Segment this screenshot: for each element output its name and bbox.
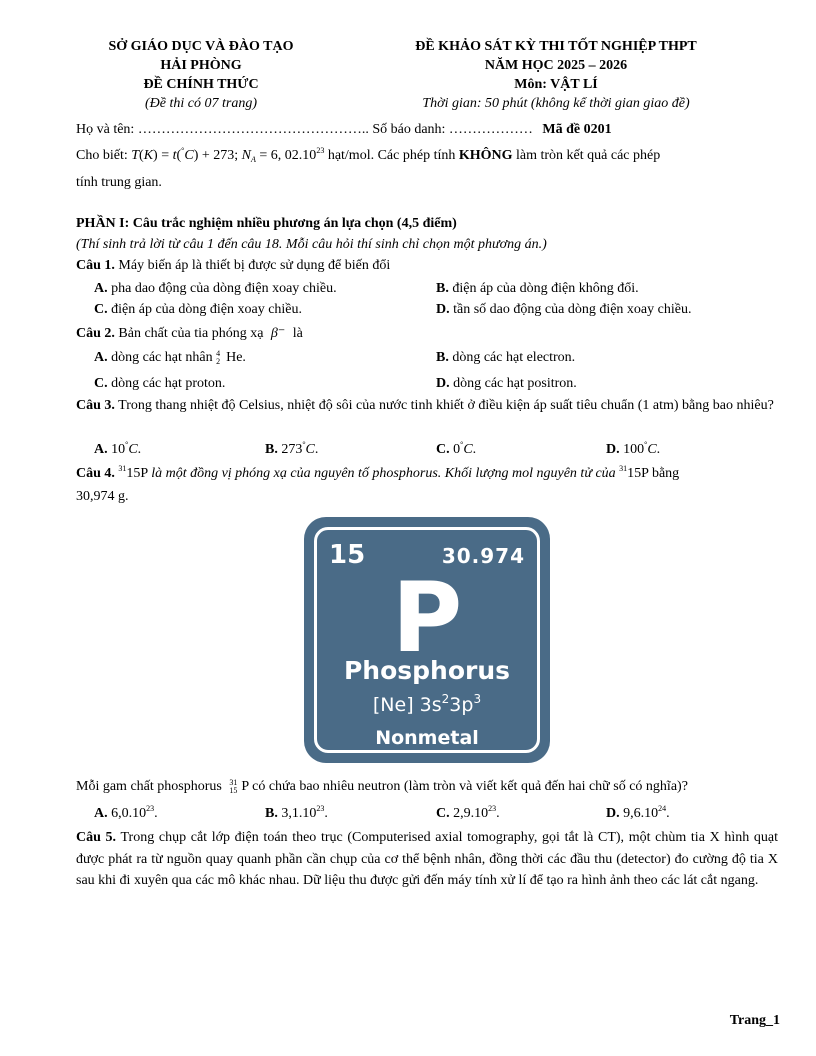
question-1 <box>76 257 390 274</box>
header-right <box>376 37 736 113</box>
question-3 <box>76 395 778 417</box>
option-key: C. <box>94 302 108 317</box>
exam-code: Mã đề 0201 <box>542 122 612 137</box>
duration: Thời gian: 50 phút (không kể thời gian giao đề) <box>422 96 690 111</box>
option-text: điện áp của dòng điện không đổi. <box>452 281 639 296</box>
header-left <box>76 37 326 113</box>
question-tail: là <box>292 326 303 341</box>
option-key: B. <box>265 806 278 821</box>
q2-option-a[interactable]: A. dòng các hạt nhân 4 2 He. <box>94 348 246 366</box>
exam-title: ĐỀ KHẢO SÁT KỲ THI TỐT NGHIỆP THPT <box>415 39 697 54</box>
option-text: điện áp của dòng điện xoay chiều. <box>111 302 303 317</box>
option-key: A. <box>94 442 108 457</box>
option-text: dòng các hạt proton. <box>111 376 226 391</box>
candidate-fields: Họ và tên: ………………………………………….. Số báo danh: ……………… <box>76 122 533 137</box>
option-text: dòng các hạt electron. <box>452 350 576 365</box>
q4-option-b[interactable]: B. 3,1.10$^{23}$. <box>265 804 328 821</box>
option-key: B. <box>436 281 449 296</box>
phosphorus-nuclide: 31 15 <box>229 777 238 795</box>
given-line-2: tính trung gian. <box>76 175 162 190</box>
isotope-p31: 15P <box>126 466 148 481</box>
q4-option-d[interactable]: D. 9,6.10$^{24}$. <box>606 804 670 821</box>
department-name: SỞ GIÁO DỤC VÀ ĐÀO TẠO <box>108 39 294 54</box>
q4-question: Mỗi gam chất phosphorus 31 15 P có chứa bao nhiêu neutron (làm tròn và viết kết quả đến hai chữ số có nghĩa)? <box>76 777 688 795</box>
question-text: Bản chất của tia phóng xạ <box>118 326 264 341</box>
option-key: D. <box>436 376 450 391</box>
q4-option-a[interactable]: A. 6,0.10$^{23}$. <box>94 804 158 821</box>
question-label: Câu 3. <box>76 398 115 413</box>
q3-option-c[interactable]: C. 0°C. <box>436 440 477 457</box>
option-key: C. <box>436 442 450 457</box>
page-count-note: (Đề thi có 07 trang) <box>145 96 257 111</box>
question-text: Máy biến áp là thiết bị được sử dụng để biến đổi <box>118 258 391 273</box>
nuclide-symbol: He <box>226 350 243 365</box>
q1-option-c[interactable] <box>94 301 302 318</box>
option-key: B. <box>265 442 278 457</box>
beta-minus-symbol: β⁻ <box>270 326 286 341</box>
given-emphasis: KHÔNG <box>458 148 513 163</box>
question-4: Câu 4. $^{31}$15P là một đồng vị phóng xạ của nguyên tố phosphorus. Khối lượng mol nguyên tử của $^{31}$15P bằng <box>76 464 680 481</box>
q1-option-a[interactable] <box>94 280 337 297</box>
option-key: D. <box>606 806 620 821</box>
option-text: dòng các hạt positron. <box>453 376 577 391</box>
question-text: Trong chụp cắt lớp điện toán theo trục (Computerised axial tomography, gọi tắt là CT), một chùm tia X hình quạt được phát ra từ nguồn quay quanh phần cần chụp của cơ thể bệnh nhân, đồng thời các đầu thu (detector) đo cường độ tia X sau khi đi xuyên qua các mô khác nhau. Dữ liệu thu được gửi đến máy tính xử lí để tạo ra hình ảnh theo các lát cắt ngang. <box>76 830 778 888</box>
q2-option-d[interactable] <box>436 375 577 392</box>
q2-option-b[interactable] <box>436 349 575 366</box>
electron-configuration: [Ne] $3s^23p^3$ <box>372 692 482 716</box>
atomic-mass: 30.974 <box>441 544 525 568</box>
question-label: Câu 2. <box>76 326 115 341</box>
given-unit-text: hạt/mol. Các phép tính <box>327 148 456 163</box>
temperature-formula: T(K) = t(°C) + 273 <box>131 146 235 163</box>
question-text: Trong thang nhiệt độ Celsius, nhiệt độ sôi của nước tinh khiết ở điều kiện áp suất tiêu chuẩn (1 atm) bằng bao nhiêu? <box>118 398 774 413</box>
option-key: A. <box>94 806 108 821</box>
helium-nuclide: 4 2 <box>216 348 221 366</box>
candidate-line <box>76 121 612 138</box>
q3-option-d[interactable]: D. 100°C. <box>606 440 661 457</box>
option-text: dòng các hạt nhân <box>111 350 213 365</box>
q1-option-b[interactable] <box>436 280 639 297</box>
q4-option-c[interactable]: C. 2,9.10$^{23}$. <box>436 804 500 821</box>
question-5 <box>76 827 778 892</box>
question-label: Câu 5. <box>76 830 117 845</box>
given-prefix: Cho biết: <box>76 148 128 163</box>
question-label: Câu 4. <box>76 466 115 481</box>
question-2 <box>76 325 303 342</box>
part1-instruction: (Thí sinh trả lời từ câu 1 đến câu 18. Mỗi câu hỏi thí sinh chỉ chọn một phương án.) <box>76 237 547 252</box>
avogadro-constant: $N_A = 6$, 02.10$^{23}$ <box>241 146 325 164</box>
given-rest: làm tròn kết quả các phép <box>516 148 661 163</box>
q3-option-b[interactable]: B. 273°C. <box>265 440 319 457</box>
q3-option-a[interactable]: A. 10°C. <box>94 440 142 457</box>
given-line <box>76 147 660 164</box>
option-key: C. <box>94 376 108 391</box>
option-text: pha dao động của dòng điện xoay chiều. <box>111 281 337 296</box>
question-text: là một đồng vị phóng xạ của nguyên tố phosphorus. Khối lượng mol nguyên tử của <box>151 466 616 481</box>
phosphorus-element-tile <box>304 517 550 763</box>
option-text: tần số dao động của dòng điện xoay chiều. <box>453 302 692 317</box>
element-name: Phosphorus <box>343 656 511 685</box>
option-key: C. <box>436 806 450 821</box>
school-year: NĂM HỌC 2025 – 2026 <box>484 58 628 73</box>
option-key: D. <box>606 442 620 457</box>
q4-line-2: 30,974 g. <box>76 489 129 504</box>
option-key: B. <box>436 350 449 365</box>
q1-option-d[interactable] <box>436 301 691 318</box>
element-category: Nonmetal <box>375 727 479 749</box>
city-name: HẢI PHÒNG <box>160 58 242 73</box>
official-label: ĐỀ CHÍNH THỨC <box>143 77 259 92</box>
option-key: A. <box>94 281 108 296</box>
page-number: Trang_1 <box>729 1013 780 1028</box>
q2-option-c[interactable] <box>94 375 225 392</box>
option-key: A. <box>94 350 108 365</box>
option-key: D. <box>436 302 450 317</box>
subject: Môn: VẬT LÍ <box>514 77 598 92</box>
part1-title: PHẦN I: Câu trắc nghiệm nhiều phương án lựa chọn (4,5 điểm) <box>76 216 457 231</box>
element-symbol: P <box>391 562 463 674</box>
atomic-number: 15 <box>329 540 366 570</box>
element-tile-border <box>314 527 540 753</box>
given-sep: ; <box>234 148 239 163</box>
question-label: Câu 1. <box>76 258 115 273</box>
